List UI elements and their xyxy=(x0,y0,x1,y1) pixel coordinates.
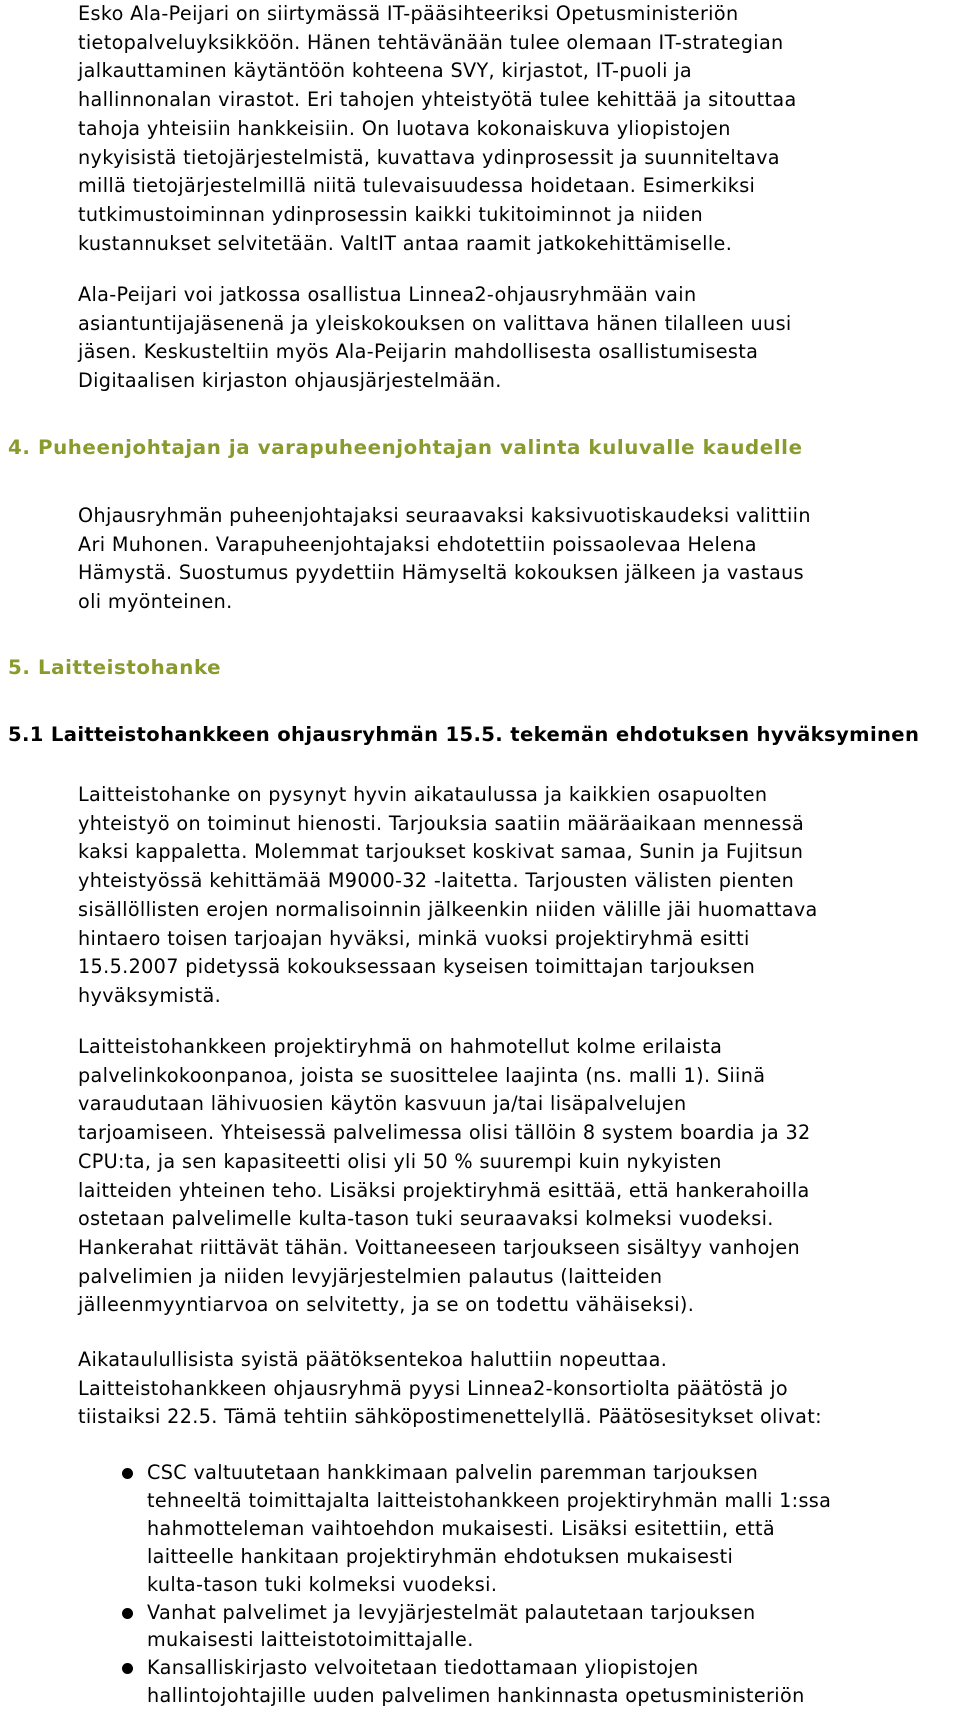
text-line: yhteistyössä kehittämää M9000-32 -laitetta. Tarjousten välisten pienten xyxy=(78,869,795,893)
subsection-heading-5-1: 5.1 Laitteistohankkeen ohjausryhmän 15.5. tekemän ehdotuksen hyväksyminen xyxy=(8,723,920,746)
text-line: nykyisistä tietojärjestelmistä, kuvattava ydinprosessit ja suunniteltava xyxy=(78,145,780,169)
text-line: Laitteistohankkeen ohjausryhmä pyysi Linnea2-konsortiolta päätöstä jo xyxy=(78,1376,788,1400)
text-line: kaksi kappaletta. Molemmat tarjoukset koskivat samaa, Sunin ja Fujitsun xyxy=(78,840,804,864)
bullet-icon xyxy=(122,1608,133,1619)
text-line: asiantuntijajäsenenä ja yleiskokouksen on valittava hänen tilalleen uusi xyxy=(78,311,792,335)
section-heading-5: 5. Laitteistohanke xyxy=(8,656,222,679)
text-line: kulta-tason tuki kolmeksi vuodeksi. xyxy=(147,1572,498,1596)
text-line: Esko Ala-Peijari on siirtymässä IT-pääsihteeriksi Opetusministeriön xyxy=(78,2,739,25)
text-line: sisällöllisten erojen normalisoinnin jälkeenkin niiden välille jäi huomattava xyxy=(78,897,818,921)
text-line: Kansalliskirjasto velvoitetaan tiedottamaan yliopistojen xyxy=(147,1656,699,1680)
text-line: Laitteistohankkeen projektiryhmä on hahmotellut kolme erilaista xyxy=(78,1035,723,1058)
text-line: hahmotteleman vaihtoehdon mukaisesti. Lisäksi esitettiin, että xyxy=(147,1516,775,1540)
text-line: tahoja yhteisiin hankkeisiin. On luotava kokonaiskuva yliopistojen xyxy=(78,116,731,140)
text-line: tehneeltä toimittajalta laitteistohankkeen projektiryhmän malli 1:ssa xyxy=(147,1488,832,1512)
text-line: hintaero toisen tarjoajan hyväksi, minkä vuoksi projektiryhmä esitti xyxy=(78,926,750,950)
text-line: yhteistyö on toiminut hienosti. Tarjouksia saatiin määräaikaan mennessä xyxy=(78,811,805,835)
text-line: hallinnonalan virastot. Eri tahojen yhteistyötä tulee kehittää ja sitouttaa xyxy=(78,88,797,112)
text-line: oli myönteinen. xyxy=(78,590,233,614)
text-line: hallintojohtajille uuden palvelimen hankinnasta opetusministeriön xyxy=(147,1684,805,1708)
list-item xyxy=(78,1459,958,1599)
text-line: kustannukset selvitetään. ValtIT antaa raamit jatkokehittämiselle. xyxy=(78,231,733,255)
list-item xyxy=(78,1654,958,1710)
paragraph-hardware-project-offers xyxy=(78,781,958,1011)
text-line: varaudutaan lähivuosien käytön kasvuun ja/tai lisäpalvelujen xyxy=(78,1092,687,1116)
section-heading-4: 4. Puheenjohtajan ja varapuheenjohtajan valinta kuluvalle kaudelle xyxy=(8,436,803,459)
text-line: tutkimustoiminnan ydinprosessin kaikki tukitoiminnot ja niiden xyxy=(78,202,704,226)
text-line: laitteelle hankitaan projektiryhmän ehdotuksen mukaisesti xyxy=(147,1544,734,1568)
text-line: tiistaiksi 22.5. Tämä tehtiin sähköpostimenettelyllä. Päätösesitykset olivat: xyxy=(78,1405,822,1429)
bullet-icon xyxy=(122,1663,133,1674)
paragraph-chair-election xyxy=(78,502,958,617)
text-line: palvelimien ja niiden levyjärjestelmien palautus (laitteiden xyxy=(78,1264,663,1288)
text-line: Vanhat palvelimet ja levyjärjestelmät palautetaan tarjouksen xyxy=(147,1600,756,1624)
paragraph-ala-peijari-role xyxy=(78,0,958,258)
bullet-icon xyxy=(122,1468,133,1479)
text-line: mukaisesti laitteistotoimittajalle. xyxy=(147,1628,474,1652)
text-line: Ohjausryhmän puheenjohtajaksi seuraavaksi kaksivuotiskaudeksi valittiin xyxy=(78,504,811,527)
text-line: Laitteistohanke on pysynyt hyvin aikataulussa ja kaikkien osapuolten xyxy=(78,783,768,806)
text-line: Hämystä. Suostumus pyydettiin Hämyseltä kokouksen jälkeen ja vastaus xyxy=(78,561,804,585)
decision-proposals-list xyxy=(78,1459,958,1710)
text-line: 15.5.2007 pidetyssä kokouksessaan kyseisen toimittajan tarjouksen xyxy=(78,955,756,979)
text-line: millä tietojärjestelmillä niitä tulevaisuudessa hoidetaan. Esimerkiksi xyxy=(78,174,756,198)
list-item xyxy=(78,1599,958,1655)
text-line: Aikataulullisista syistä päätöksentekoa haluttiin nopeuttaa. xyxy=(78,1348,668,1371)
text-line: Ala-Peijari voi jatkossa osallistua Linnea2-ohjausryhmään vain xyxy=(78,283,697,306)
text-line: CPU:ta, ja sen kapasiteetti olisi yli 50 % suurempi kuin nykyisten xyxy=(78,1149,722,1173)
text-line: jäsen. Keskusteltiin myös Ala-Peijarin mahdollisesta osallistumisesta xyxy=(78,340,759,364)
text-line: laitteiden yhteinen teho. Lisäksi projektiryhmä esittää, että hankerahoilla xyxy=(78,1178,810,1202)
paragraph-steering-group-membership xyxy=(78,281,958,396)
text-line: tietopalveluyksikköön. Hänen tehtävänään tulee olemaan IT-strategian xyxy=(78,30,784,54)
paragraph-decision-schedule xyxy=(78,1346,958,1432)
text-line: Hankerahat riittävät tähän. Voittaneeseen tarjoukseen sisältyy vanhojen xyxy=(78,1235,801,1259)
text-line: tarjoamiseen. Yhteisessä palvelimessa olisi tällöin 8 system boardia ja 32 xyxy=(78,1121,811,1145)
text-line: palvelinkokoonpanoa, joista se suosittelee laajinta (ns. malli 1). Siinä xyxy=(78,1063,766,1087)
text-line: hyväksymistä. xyxy=(78,983,222,1007)
text-line: jalkauttaminen käytäntöön kohteena SVY, kirjastot, IT-puoli ja xyxy=(78,59,693,83)
paragraph-server-configurations xyxy=(78,1033,958,1320)
text-line: jälleenmyyntiarvoa on selvitetty, ja se on todettu vähäiseksi). xyxy=(78,1293,695,1317)
text-line: CSC valtuutetaan hankkimaan palvelin paremman tarjouksen xyxy=(147,1461,759,1484)
text-line: Digitaalisen kirjaston ohjausjärjestelmään. xyxy=(78,369,502,393)
text-line: ostetaan palvelimelle kulta-tason tuki seuraavaksi kolmeksi vuodeksi. xyxy=(78,1207,774,1231)
text-line: Ari Muhonen. Varapuheenjohtajaksi ehdotettiin poissaolevaa Helena xyxy=(78,532,757,556)
